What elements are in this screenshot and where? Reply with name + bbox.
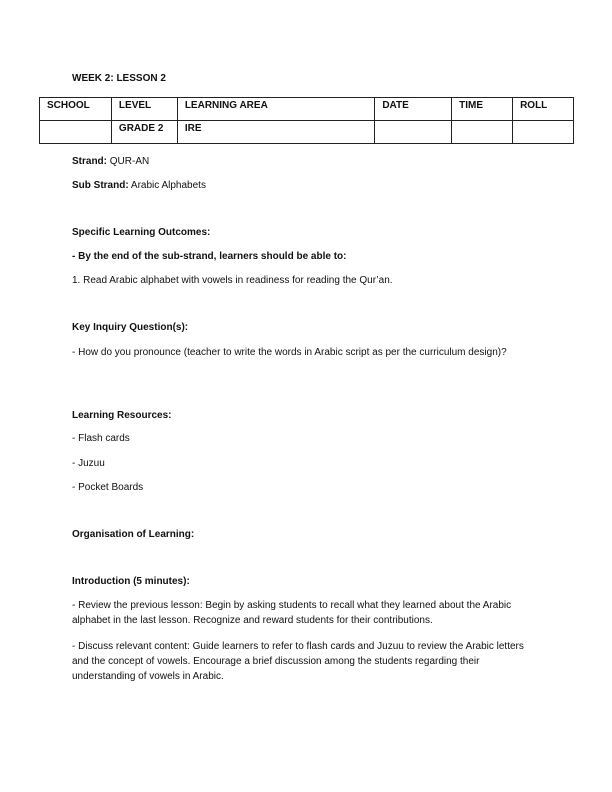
header-learning-area: LEARNING AREA — [177, 98, 375, 121]
resource-item: - Juzuu — [72, 458, 105, 469]
outcome-item: 1. Read Arabic alphabet with vowels in readiness for reading the Qur’an. — [72, 275, 393, 286]
header-level: LEVEL — [111, 98, 177, 121]
cell-school — [40, 121, 112, 144]
table-row — [40, 121, 574, 144]
introduction-paragraph: - Review the previous lesson: Begin by asking students to recall what they learned about the Arabic alphabet in the last lesson. Recognize and reward students for their contributions. — [72, 600, 512, 626]
header-date: DATE — [375, 98, 452, 121]
cell-time — [452, 121, 513, 144]
cell-learning-area: IRE — [177, 121, 375, 144]
header-roll: ROLL — [513, 98, 574, 121]
strand-line — [72, 154, 542, 169]
introduction-paragraph: - Discuss relevant content: Guide learners to refer to flash cards and Juzuu to review the Arabic letters and the concept of vowels. Encourage a brief discussion among the students regarding their understanding of vowels in Arabic. — [72, 641, 524, 682]
resource-item: - Flash cards — [72, 433, 130, 444]
sub-strand-line — [72, 178, 542, 193]
header-school: SCHOOL — [40, 98, 112, 121]
lesson-info-table — [39, 97, 574, 144]
strand-label: Strand: — [72, 156, 107, 167]
resource-item: - Pocket Boards — [72, 482, 144, 493]
cell-level: GRADE 2 — [111, 121, 177, 144]
cell-roll — [513, 121, 574, 144]
table-header-row — [40, 98, 574, 121]
lesson-title: WEEK 2: LESSON 2 — [72, 73, 166, 84]
strand-value: QUR-AN — [109, 156, 150, 167]
introduction-heading: Introduction (5 minutes): — [72, 576, 190, 587]
outcomes-heading: Specific Learning Outcomes: — [72, 227, 211, 238]
sub-strand-label: Sub Strand: — [72, 180, 129, 191]
inquiry-heading: Key Inquiry Question(s): — [72, 322, 189, 333]
resources-heading: Learning Resources: — [72, 410, 172, 421]
organisation-heading: Organisation of Learning: — [72, 529, 195, 540]
sub-strand-value: Arabic Alphabets — [130, 180, 206, 191]
header-time: TIME — [452, 98, 513, 121]
outcomes-intro: - By the end of the sub-strand, learners should be able to: — [72, 251, 347, 262]
inquiry-text: - How do you pronounce (teacher to write the words in Arabic script as per the curriculum design)? — [72, 347, 507, 358]
cell-date — [375, 121, 452, 144]
